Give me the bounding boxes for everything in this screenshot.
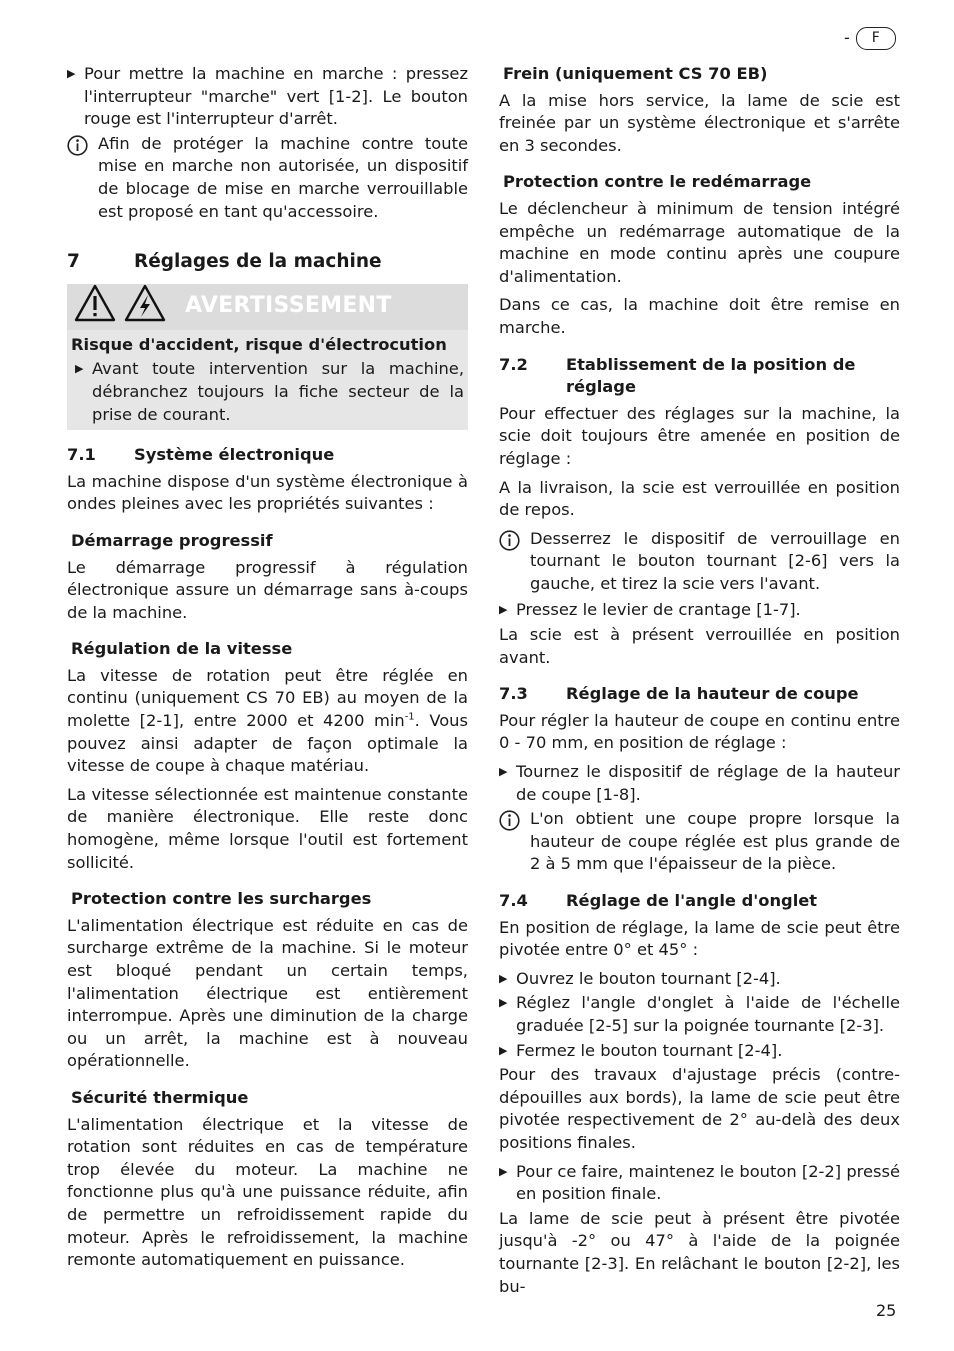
bullet-text: Réglez l'angle d'onglet à l'aide de l'échelle graduée [2-5] sur la poignée tournante [2-3]. (516, 993, 900, 1035)
electric-hazard-icon (123, 283, 167, 330)
subsection-heading (499, 683, 900, 706)
bullet-text: Pour mettre la machine en marche : pressez l'interrupteur "marche" vert [1-2]. Le bouton rouge est l'interrupteur d'arrêt. (84, 64, 468, 129)
subsection-heading (67, 444, 468, 467)
section-title: Réglages de la machine (134, 251, 382, 273)
paragraph: Le démarrage progressif à régulation électronique assure un démarrage sans à-coups de la machine. (67, 557, 468, 622)
info-icon (499, 528, 530, 596)
header-dash: - (844, 28, 850, 48)
paragraph: Dans ce cas, la machine doit être remise en marche. (499, 295, 900, 337)
bullet-arrow-icon: ▶ (67, 67, 76, 80)
paragraph: A la livraison, la scie est verrouillée en position de repos. (499, 477, 900, 520)
left-column (67, 63, 468, 1278)
subsection-title: Réglage de l'angle d'onglet (566, 891, 818, 910)
list-item (499, 1161, 900, 1206)
bullet-arrow-icon: ▶ (499, 1043, 508, 1057)
info-note (67, 133, 468, 223)
note-text: Desserrez le dispositif de verrouillage en tournant le bouton tournant [2-6] vers la gauche, et tirez la scie vers l'avant. (530, 528, 900, 593)
bullet-text: Fermez le bouton tournant [2-4]. (516, 1040, 783, 1060)
note-text: Afin de protéger la machine contre toute mise en marche non autorisée, un dispositif de blocage de mise en marche verrouillable est proposé en tant qu'accessoire. (98, 133, 468, 221)
warning-triangle-icon (73, 283, 117, 330)
info-icon (67, 133, 98, 223)
warning-heading: Risque d'accident, risque d'électrocution (71, 334, 447, 354)
info-note (499, 528, 900, 596)
paragraph-heading: Protection contre le redémarrage (503, 172, 812, 192)
paragraph-heading: Frein (uniquement CS 70 EB) (503, 64, 768, 83)
paragraph-heading: Régulation de la vitesse (71, 639, 293, 659)
paragraph: La vitesse sélectionnée est maintenue constante de manière électronique. Elle reste donc homogène, même lorsque l'outil est fortement sollicité. (67, 784, 468, 872)
paragraph: L'alimentation électrique est réduite en cas de surcharge extrême de la machine. Si le moteur est bloqué pendant un certain temps, l'alimentation électrique est entièrement interrompue. Après une diminution de la charge ou un arrêt, la machine est à nouveau opérationnelle. (67, 915, 468, 1071)
paragraph-heading: Protection contre les surcharges (71, 889, 372, 909)
unit-exponent: -1 (404, 711, 415, 723)
paragraph: La lame de scie peut à présent être pivotée jusqu'à -2° ou 47° à l'aide de la poignée tournante [2-3]. En relâchant le bouton [2-2], les bu- (499, 1208, 900, 1296)
list-item (499, 968, 900, 991)
subsection-number: 7.1 (67, 445, 96, 465)
info-note (499, 808, 900, 876)
bullet-text: Avant toute intervention sur la machine, débranchez toujours la fiche secteur de la prise de courant. (92, 359, 464, 424)
paragraph: Pour effectuer des réglages sur la machine, la scie doit toujours être amenée en position de réglage : (499, 403, 900, 468)
list-item (67, 63, 468, 131)
language-indicator (844, 27, 896, 50)
warning-title: AVERTISSEMENT (185, 293, 392, 319)
list-item (499, 992, 900, 1037)
paragraph: Pour des travaux d'ajustage précis (contre-dépouilles aux bords), la lame de scie peut être pivotée respectivement de 2° au-delà des deux positions finales. (499, 1065, 900, 1152)
bullet-text: Ouvrez le bouton tournant [2-4]. (516, 968, 781, 988)
section-heading (67, 251, 468, 274)
language-badge: F (856, 27, 896, 50)
paragraph: La machine dispose d'un système électronique à ondes pleines avec les propriétés suivantes : (67, 471, 468, 514)
warning-box (67, 284, 468, 430)
bullet-arrow-icon: ▶ (499, 971, 508, 985)
bullet-arrow-icon: ▶ (499, 996, 508, 1010)
paragraph: La scie est à présent verrouillée en position avant. (499, 625, 900, 667)
speed-text-a: La vitesse de rotation peut être réglée en continu (uniquement CS 70 EB) au moyen de la molette [2-1], entre 2000 et 4200 min (67, 665, 468, 731)
info-icon (499, 808, 530, 876)
list-item (499, 599, 900, 622)
bullet-arrow-icon: ▶ (499, 1164, 508, 1178)
paragraph: L'alimentation électrique et la vitesse de rotation sont réduites en cas de température trop élevée du moteur. La machine ne fonctionne plus qu'à une puissance réduite, afin de permettre un refroidissement rapide du moteur. Après le refroidissement, la machine remonte automatiquement en puissance. (67, 1114, 468, 1270)
paragraph-heading: Démarrage progressif (71, 530, 273, 550)
paragraph: A la mise hors service, la lame de scie est freinée par un système électronique et s'arrête en 3 secondes. (499, 90, 900, 155)
warning-banner (67, 284, 468, 330)
list-item (499, 1040, 900, 1063)
bullet-arrow-icon: ▶ (75, 362, 84, 376)
subsection-number: 7.2 (499, 354, 528, 374)
paragraph: Pour régler la hauteur de coupe en continu entre 0 - 70 mm, en position de réglage : (499, 710, 900, 753)
bullet-arrow-icon: ▶ (499, 765, 508, 779)
bullet-text: Pour ce faire, maintenez le bouton [2-2] pressé en position finale. (516, 1161, 900, 1204)
subsection-heading (499, 354, 900, 399)
subsection-heading (499, 890, 900, 913)
section-number: 7 (67, 251, 80, 273)
paragraph-heading: Sécurité thermique (71, 1087, 249, 1107)
page-number: 25 (876, 1301, 897, 1320)
speed-text-b: . Vous pouvez ainsi adapter de façon optimale la vitesse de coupe à chaque matériau. (67, 711, 468, 776)
bullet-text: Tournez le dispositif de réglage de la hauteur de coupe [1-8]. (516, 762, 900, 804)
subsection-title: Etablissement de la position de réglage (566, 354, 856, 397)
paragraph (67, 665, 468, 778)
paragraph: En position de réglage, la lame de scie peut être pivotée entre 0° et 45° : (499, 917, 900, 960)
subsection-number: 7.3 (499, 684, 528, 704)
bullet-arrow-icon: ▶ (499, 603, 508, 617)
subsection-number: 7.4 (499, 891, 528, 910)
list-item (67, 358, 468, 426)
list-item (499, 761, 900, 806)
subsection-title: Réglage de la hauteur de coupe (566, 684, 859, 704)
subsection-title: Système électronique (134, 445, 335, 465)
bullet-text: Pressez le levier de crantage [1-7]. (516, 600, 801, 620)
paragraph: Le déclencheur à minimum de tension intégré empêche un redémarrage automatique de la machine en mode continu après une coupure d'alimentation. (499, 198, 900, 286)
right-column (499, 63, 900, 1304)
note-text: L'on obtient une coupe propre lorsque la hauteur de coupe réglée est plus grande de 2 à 5 mm que l'épaisseur de la pièce. (530, 809, 900, 874)
